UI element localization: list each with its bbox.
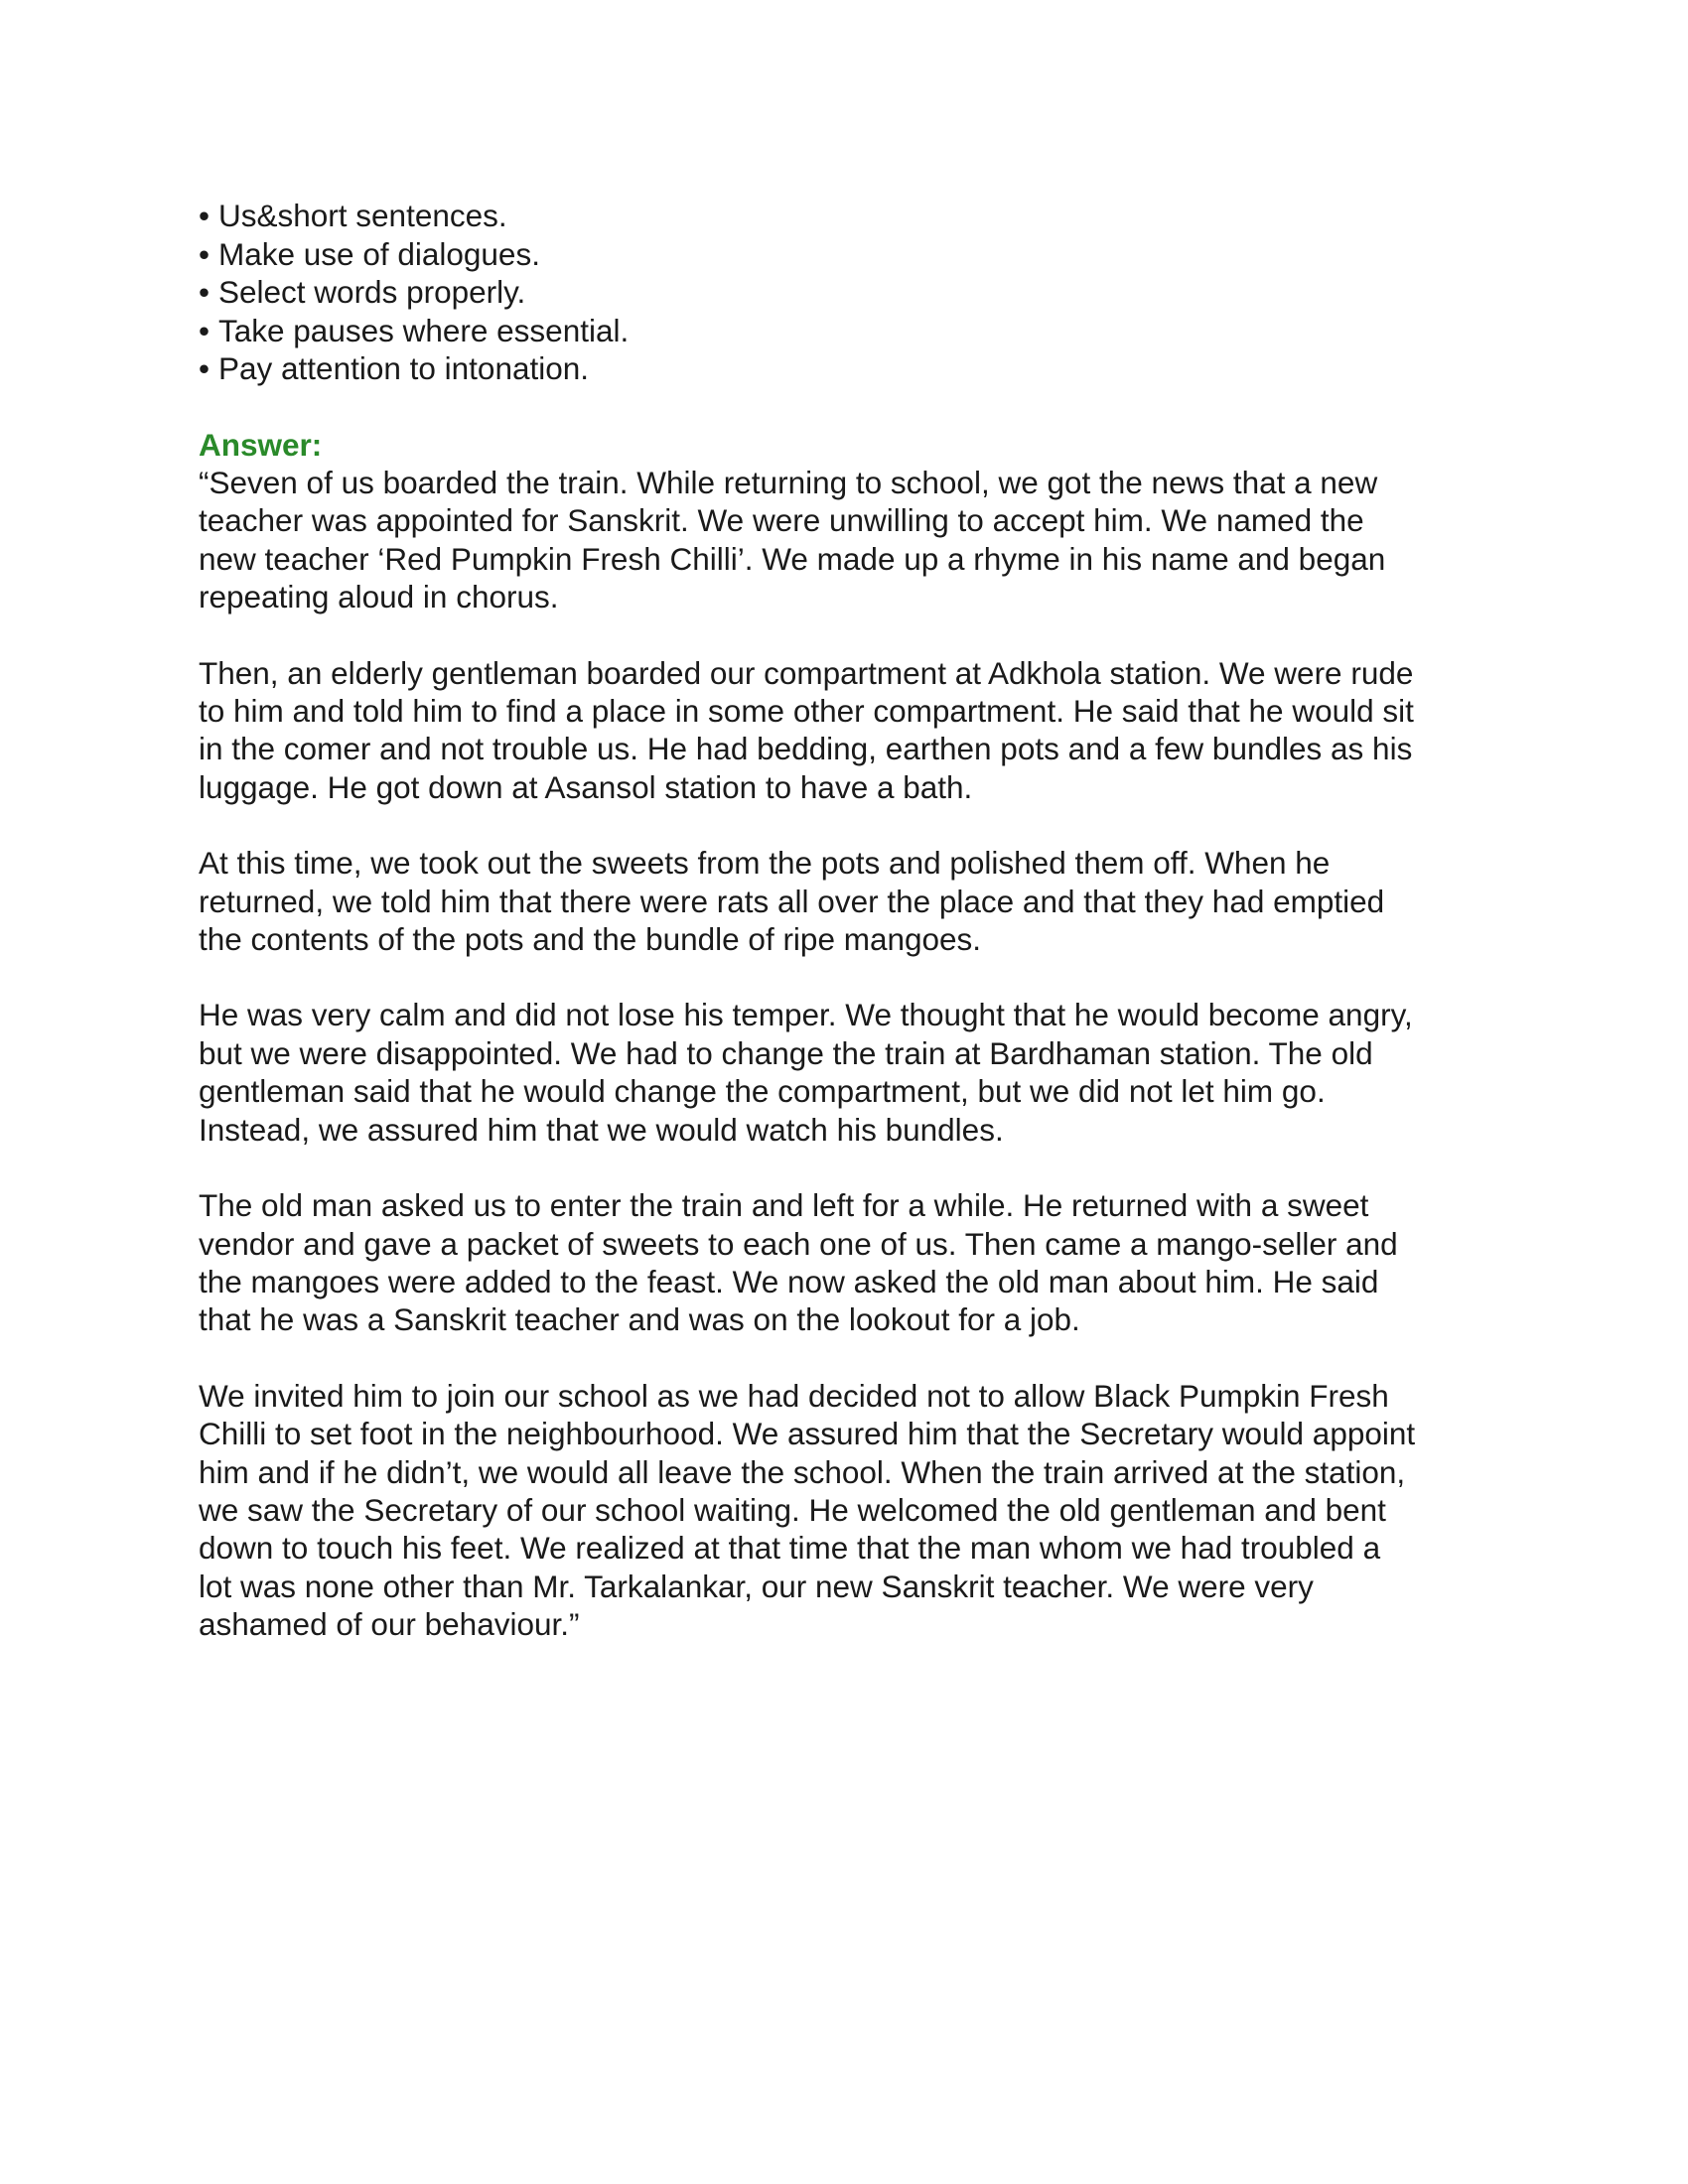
list-item-text: Pay attention to intonation. bbox=[218, 350, 590, 386]
text-line: We invited him to join our school as we had decided not to allow Black Pumpkin Fresh bbox=[199, 1377, 1389, 1414]
bullet-icon: • bbox=[199, 350, 211, 386]
answer-heading: Answer: bbox=[199, 426, 323, 463]
text-line: returned, we told him that there were rats all over the place and that they had emptied bbox=[199, 883, 1385, 919]
text-line: He was very calm and did not lose his temper. We thought that he would become angry, bbox=[199, 997, 1413, 1033]
text-line: Then, an elderly gentleman boarded our compartment at Adkhola station. We were rude bbox=[199, 654, 1414, 691]
list-item-text: Take pauses where essential. bbox=[218, 312, 630, 348]
paragraph bbox=[199, 654, 1499, 807]
text-line: the mangoes were added to the feast. We now asked the old man about him. He said bbox=[199, 1263, 1379, 1299]
text-line: At this time, we took out the sweets from the pots and polished them off. When he bbox=[199, 845, 1331, 882]
text-line: that he was a Sanskrit teacher and was on the lookout for a job. bbox=[199, 1301, 1080, 1338]
text-line: to him and told him to find a place in some other compartment. He said that he would sit bbox=[199, 693, 1414, 730]
list-item bbox=[199, 349, 1499, 388]
paragraph bbox=[199, 844, 1499, 958]
tips-list bbox=[199, 197, 1499, 388]
text-line: luggage. He got down at Asansol station to have a bath. bbox=[199, 768, 973, 805]
paragraph bbox=[199, 996, 1499, 1149]
list-item-text: Make use of dialogues. bbox=[218, 235, 540, 272]
paragraph bbox=[199, 1377, 1499, 1644]
text-line: gentleman said that he would change the compartment, but we did not let him go. bbox=[199, 1073, 1326, 1110]
bullet-icon: • bbox=[199, 312, 211, 348]
document-page bbox=[199, 197, 1499, 1682]
bullet-icon: • bbox=[199, 198, 211, 233]
list-item bbox=[199, 235, 1499, 274]
text-line: repeating aloud in chorus. bbox=[199, 579, 559, 615]
text-line: him and if he didn’t, we would all leave the school. When the train arrived at the station, bbox=[199, 1453, 1406, 1490]
list-item bbox=[199, 312, 1499, 350]
list-item-text: Us&short sentences. bbox=[218, 198, 507, 233]
text-line: we saw the Secretary of our school waiting. He welcomed the old gentleman and bent bbox=[199, 1491, 1386, 1528]
text-line: in the comer and not trouble us. He had bedding, earthen pots and a few bundles as his bbox=[199, 731, 1413, 767]
text-line: lot was none other than Mr. Tarkalankar, our new Sanskrit teacher. We were very bbox=[199, 1568, 1314, 1604]
text-line: new teacher ‘Red Pumpkin Fresh Chilli’. We made up a rhyme in his name and began bbox=[199, 540, 1386, 577]
paragraph bbox=[199, 1186, 1499, 1339]
text-line: down to touch his feet. We realized at that time that the man whom we had troubled a bbox=[199, 1530, 1381, 1567]
bullet-icon: • bbox=[199, 274, 211, 310]
text-line: Instead, we assured him that we would watch his bundles. bbox=[199, 1111, 1004, 1148]
text-line: ashamed of our behaviour.” bbox=[199, 1606, 580, 1643]
list-item bbox=[199, 273, 1499, 312]
bullet-icon: • bbox=[199, 235, 211, 272]
text-line: but we were disappointed. We had to change the train at Bardhaman station. The old bbox=[199, 1034, 1373, 1071]
text-line: the contents of the pots and the bundle of ripe mangoes. bbox=[199, 921, 982, 958]
text-line: “Seven of us boarded the train. While returning to school, we got the news that a new bbox=[199, 465, 1378, 500]
text-line: teacher was appointed for Sanskrit. We were unwilling to accept him. We named the bbox=[199, 502, 1364, 539]
text-line: The old man asked us to enter the train and left for a while. He returned with a sweet bbox=[199, 1187, 1369, 1224]
text-line: Chilli to set foot in the neighbourhood. We assured him that the Secretary would appoint bbox=[199, 1416, 1416, 1452]
list-item bbox=[199, 197, 1499, 235]
text-line: vendor and gave a packet of sweets to each one of us. Then came a mango-seller and bbox=[199, 1225, 1398, 1262]
list-item-text: Select words properly. bbox=[218, 274, 526, 310]
answer-body bbox=[199, 464, 1499, 1644]
paragraph bbox=[199, 464, 1499, 616]
